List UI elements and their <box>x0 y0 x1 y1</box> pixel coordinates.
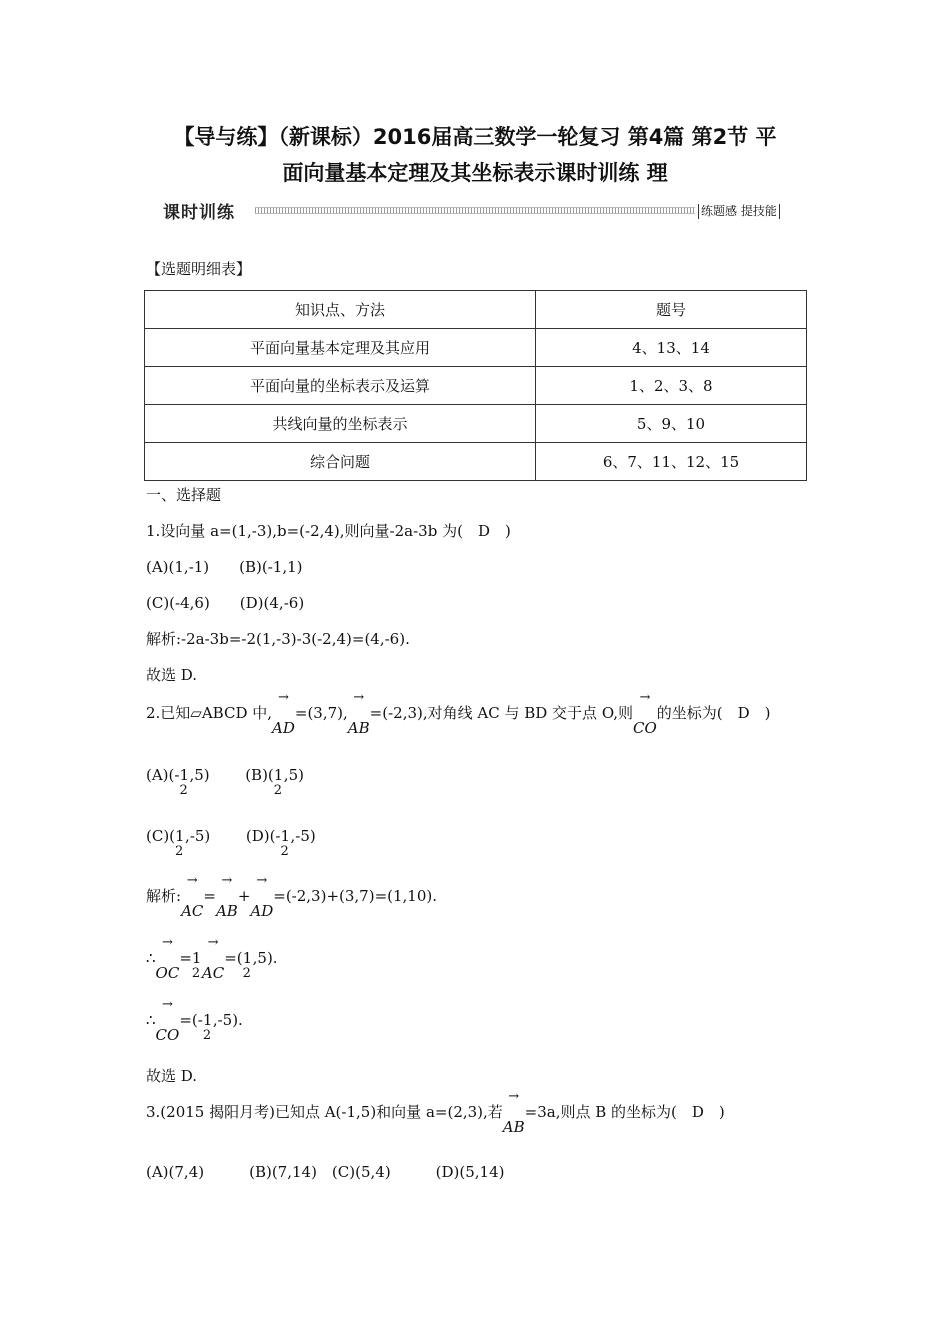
cell-topic: 共线向量的坐标表示 <box>145 405 536 443</box>
q1-analysis: 解析:-2a-3b=-2(1,-3)-3(-2,4)=(4,-6). <box>146 630 410 648</box>
q2-analysis-a: 解析: <box>146 887 182 905</box>
table-caption: 【选题明细表】 <box>146 260 252 278</box>
table-row <box>145 443 807 481</box>
table-row <box>145 367 807 405</box>
cell-numbers: 4、13、14 <box>536 329 807 367</box>
section-banner <box>155 198 791 224</box>
fraction-num: 1 <box>179 766 190 784</box>
q2-opt-b: (B)( <box>245 766 274 784</box>
q2-therefore-1 <box>146 935 278 982</box>
cell-topic: 综合问题 <box>145 443 536 481</box>
fraction <box>273 765 284 798</box>
fraction-num: 1 <box>202 1011 213 1029</box>
q3-stem-a: 3.(2015 揭阳月考)已知点 A(-1,5)和向量 a=(2,3),若 <box>146 1103 503 1121</box>
q3-stem-b: =3a,则点 B 的坐标为( D ) <box>524 1103 725 1121</box>
fraction <box>179 765 190 798</box>
q2-analysis: 解析: → AC= → AB+ → AD=(-2,3)+(3,7)=(1,10). <box>146 873 438 920</box>
fraction-den: 2 <box>175 844 184 859</box>
page-title-line2: 面向量基本定理及其坐标表示课时训练 理 <box>282 161 668 185</box>
q2-options-cd <box>146 826 316 859</box>
vector-ab: → AB <box>347 690 370 737</box>
fraction <box>280 826 291 859</box>
q2-opt-a-tail: ,5) <box>189 766 210 784</box>
vector-ab-label: AB <box>347 719 370 737</box>
q3-stem <box>146 1089 725 1136</box>
q1-conclusion: 故选 D. <box>146 666 198 684</box>
q2-therefore1-d: ,5). <box>252 949 278 967</box>
cell-numbers: 1、2、3、8 <box>536 367 807 405</box>
therefore-symbol: ∴ <box>146 949 156 967</box>
therefore-symbol: ∴ <box>146 1011 156 1029</box>
table-header-row <box>145 291 807 329</box>
fraction <box>242 948 253 981</box>
banner-tagline: 练题感 提技能 <box>698 204 780 219</box>
q2-therefore-2 <box>146 997 243 1044</box>
q2-analysis-b: =(-2,3)+(3,7)=(1,10). <box>273 887 438 905</box>
fraction <box>175 826 185 859</box>
cell-topic: 平面向量的坐标表示及运算 <box>145 367 536 405</box>
vector-ab-label: AB <box>215 902 238 920</box>
q2-therefore1-c: =( <box>224 949 243 967</box>
equals: = <box>179 949 192 967</box>
q2-opt-d-tail: ,-5) <box>290 827 316 845</box>
q2-opt-a: (A)(- <box>146 766 180 784</box>
banner-divider <box>255 207 695 214</box>
banner-label: 课时训练 <box>163 203 235 223</box>
page-title-line1: 【导与练】（新课标）2016届高三数学一轮复习 第4篇 第2节 平 <box>173 125 777 149</box>
fraction-num: 1 <box>191 949 202 967</box>
q2-therefore2-c: ,-5). <box>212 1011 243 1029</box>
vector-ab: → AB <box>502 1089 525 1136</box>
vector-ad-label: AD <box>250 902 274 920</box>
q2-therefore2-b: =(- <box>179 1011 203 1029</box>
q2-opt-c: (C)( <box>146 827 176 845</box>
header-knowledge: 知识点、方法 <box>145 291 536 329</box>
fraction-den: 2 <box>242 966 251 981</box>
vector-ac-label: AC <box>201 964 225 982</box>
cell-numbers: 5、9、10 <box>536 405 807 443</box>
vector-ad-label: AD <box>272 719 295 737</box>
table-row <box>145 329 807 367</box>
q2-opt-b-tail: ,5) <box>283 766 304 784</box>
vector-oc: → OC <box>155 935 180 982</box>
fraction-num: 1 <box>280 827 291 845</box>
vector-ac-label: AC <box>181 902 204 920</box>
fraction <box>202 1010 213 1043</box>
fraction-num: 1 <box>273 766 284 784</box>
vector-ad: → AD <box>250 873 274 920</box>
fraction-num: 1 <box>175 827 185 845</box>
q2-stem-a: 2.已知▱ABCD 中, <box>146 704 273 722</box>
q2-options-ab <box>146 765 304 798</box>
q2-opt-d: (D)(- <box>245 827 281 845</box>
cell-numbers: 6、7、11、12、15 <box>536 443 807 481</box>
fraction-num: 1 <box>242 949 253 967</box>
fraction-den: 2 <box>179 783 188 798</box>
vector-co: → CO <box>633 690 657 737</box>
table-row <box>145 405 807 443</box>
fraction-den: 2 <box>202 1028 212 1043</box>
q1-stem: 1.设向量 a=(1,-3),b=(-2,4),则向量-2a-3b 为( D ) <box>146 522 511 540</box>
q2-stem <box>146 690 771 737</box>
section-heading: 一、选择题 <box>146 486 222 504</box>
fraction-den: 2 <box>191 966 201 981</box>
fraction-den: 2 <box>280 844 289 859</box>
vector-ab: → AB <box>215 873 238 920</box>
vector-co-label: CO <box>155 1026 180 1044</box>
fraction-den: 2 <box>273 783 283 798</box>
vector-ac: → AC <box>181 873 204 920</box>
q2-conclusion: 故选 D. <box>146 1067 198 1085</box>
q2-opt-c-tail: ,-5) <box>185 827 211 845</box>
selection-table <box>144 290 807 481</box>
fraction <box>191 948 202 981</box>
vector-ab-label: AB <box>502 1118 525 1136</box>
vector-ad: → AD <box>272 690 295 737</box>
q2-stem-d: 的坐标为( D ) <box>656 704 771 722</box>
q1-options-cd: (C)(-4,6) (D)(4,-6) <box>146 594 305 612</box>
q2-stem-b: =(3,7), <box>294 704 348 722</box>
q2-stem-c: =(-2,3),对角线 AC 与 BD 交于点 O,则 <box>369 704 634 722</box>
vector-ac: → AC <box>201 935 225 982</box>
vector-oc-label: OC <box>155 964 180 982</box>
vector-co: → CO <box>155 997 180 1044</box>
q1-options-ab: (A)(1,-1) (B)(-1,1) <box>146 558 303 576</box>
q3-options: (A)(7,4) (B)(7,14) (C)(5,4) (D)(5,14) <box>146 1163 505 1181</box>
cell-topic: 平面向量基本定理及其应用 <box>145 329 536 367</box>
header-question-no: 题号 <box>536 291 807 329</box>
vector-co-label: CO <box>633 719 657 737</box>
